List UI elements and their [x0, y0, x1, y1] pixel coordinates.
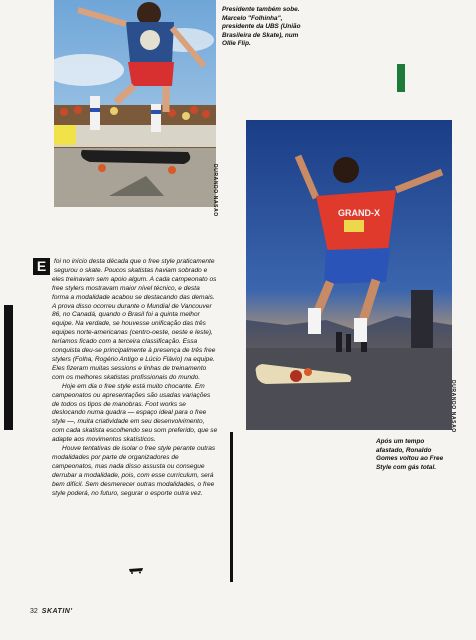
photo-ollie-flip-image [54, 0, 216, 207]
photo-credit-2: DURANDO NASAO [450, 380, 456, 433]
shirt-text: GRAND-X [338, 208, 380, 218]
photo-ronaldo-gomes-image [246, 120, 452, 430]
photo-ollie-flip [54, 0, 216, 207]
photo-credit-1: DURANDO NASAO [212, 164, 218, 217]
black-accent-bar-center [230, 432, 233, 582]
skateboard-icon [128, 566, 144, 574]
caption-right: Após um tempo afastado, Ronaldo Gomes voltou ao Free Style com gás total. [376, 438, 444, 471]
photo-ronaldo-gomes [246, 120, 452, 430]
article-paragraph-3: Houve tentativas de isolar o free style perante outras modalidades por parte de organizadores de campeonatos, mas nada disso assusta ou consegue derrubar a modalidade, pois, com esse curriculum, será bem difícil. Sem desmerecer outras modalidades, o free style poderá, no futuro, segurar o esporte outra vez. [52, 445, 216, 497]
article-body [33, 258, 218, 498]
page-number: 32 [30, 608, 38, 615]
drop-cap: E [33, 258, 50, 275]
green-accent-bar [397, 64, 405, 92]
folio [30, 608, 73, 615]
article-paragraph-2: Hoje em dia o free style está muito chocante. Em campeonatos ou apresentações são usadas variações de todos os tipos de manobras. Foot works se deslocando numa quadra — espaço ideal para o free style —, muita criatividade em seu desenvolvimento, com cada skatista escolhendo seu som preferido, que se adapte aos movimentos skatísticos. [52, 382, 218, 444]
black-accent-bar-left [4, 305, 13, 430]
article-paragraph-1: foi no início desta década que o free style praticamente segurou o skate. Poucos skatistas haviam sobrado e eles treinavam sem apoio algum. A cada campeonato os free stylers mostravam maior nível técnico, e desta forma a modalidade acabou se destacando das demais. A prova disso ocorreu durante o Mundial de Vancouver 86, no Canadá, quando o Brasil foi a quinta melhor equipe. Na verdade, se houvesse unificação das três equipes norte-americanas (centro-oeste, oeste e leste), teríamos ficado com a terceira classificação. Essa conquista deu-se principalmente à presença de três free stylers (Folha, Rogério Antigo e Lúcio Flávio) na equipe. Eles fizeram muitas sessions e linhas de treinamento com os melhores skatistas profissionais do mundo. [52, 258, 217, 381]
magazine-name: SKATIN' [41, 608, 73, 615]
caption-top: Presidente também sobe. Marcelo "Folhinha", presidente da UBS (União Brasileira de Skate), num Ollie Flip. [222, 6, 301, 48]
